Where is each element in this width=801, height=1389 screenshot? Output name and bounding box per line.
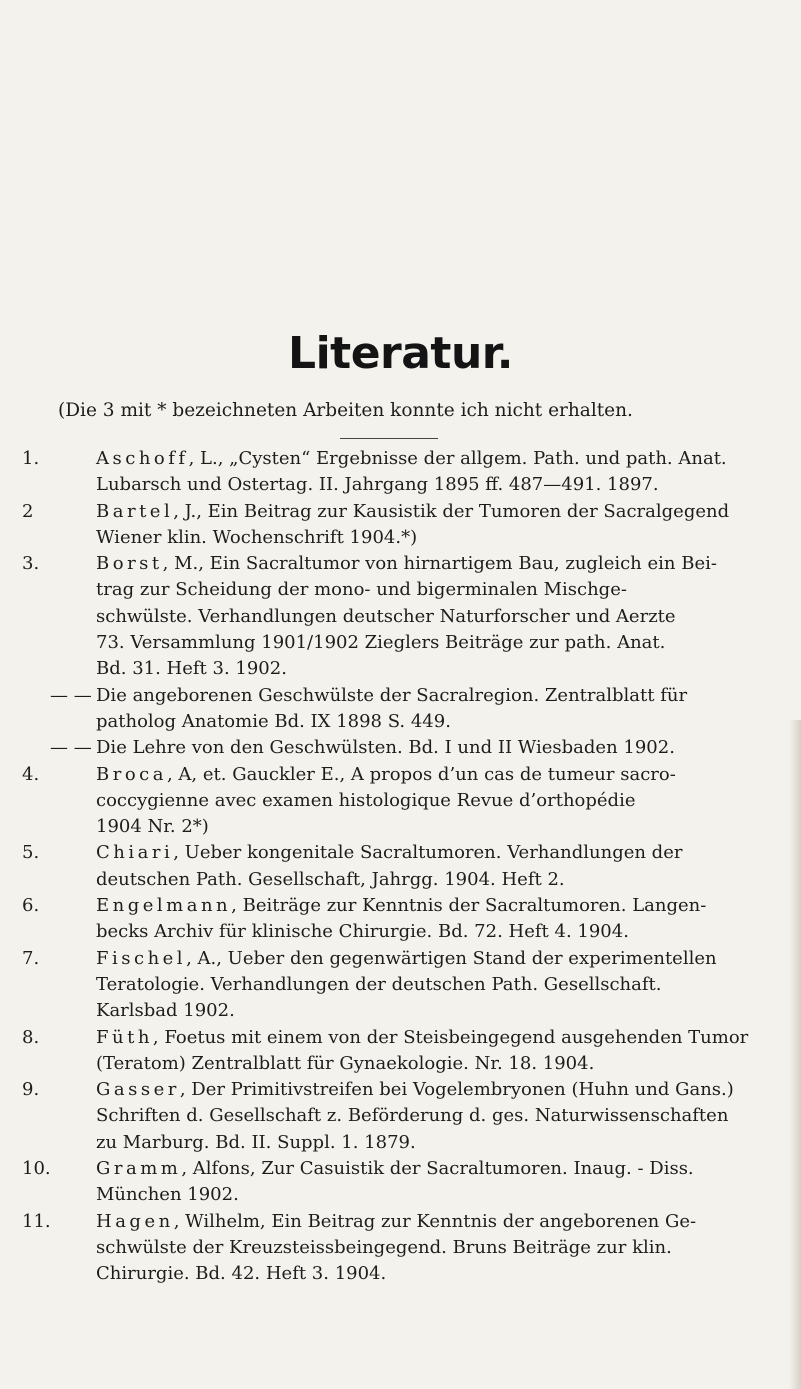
entry-number: — — xyxy=(50,684,92,706)
entry-number: 4. xyxy=(22,763,40,785)
entry-line xyxy=(96,551,752,577)
entry-line: Bd. 31. Heft 3. 1902. xyxy=(96,658,287,680)
entry-text: , Ueber kongenitale Sacraltumoren. Verhandlungen der xyxy=(173,842,683,864)
entry-line: schwülste. Verhandlungen deutscher Naturforscher und Aerzte xyxy=(96,605,676,627)
entry-line xyxy=(96,1077,752,1103)
entry-line: Die angeborenen Geschwülste der Sacralregion. Zentralblatt für xyxy=(96,684,688,706)
entry-line: Karlsbad 1902. xyxy=(96,1000,235,1022)
bibliography-entry xyxy=(0,499,752,552)
entry-line: Wiener klin. Wochenschrift 1904.*) xyxy=(96,526,418,548)
separator-rule xyxy=(340,438,438,439)
entry-line xyxy=(96,1156,752,1182)
entry-author: Broca xyxy=(96,763,167,785)
entry-line: patholog Anatomie Bd. IX 1898 S. 449. xyxy=(96,710,451,732)
bibliography-entry xyxy=(0,840,752,893)
bibliography-entry xyxy=(0,551,752,682)
entry-line: Chirurgie. Bd. 42. Heft 3. 1904. xyxy=(96,1263,387,1285)
entry-line: zu Marburg. Bd. II. Suppl. 1. 1879. xyxy=(96,1131,416,1153)
entry-text: , M., Ein Sacraltumor von hirnartigem Bau, zugleich ein Bei- xyxy=(162,553,717,575)
entry-text: , A., Ueber den gegenwärtigen Stand der experimentellen xyxy=(186,947,717,969)
entry-author: Bartel xyxy=(96,500,174,522)
entry-author: Gramm xyxy=(96,1158,182,1180)
entry-number: 5. xyxy=(22,842,40,864)
entry-line: 73. Versammlung 1901/1902 Zieglers Beiträge zur path. Anat. xyxy=(96,632,666,654)
entry-number: 7. xyxy=(22,947,40,969)
entry-line xyxy=(96,499,752,525)
entry-line: München 1902. xyxy=(96,1184,239,1206)
entry-text: , Wilhelm, Ein Beitrag zur Kenntnis der angeborenen Ge- xyxy=(173,1210,697,1232)
entry-number: 3. xyxy=(22,553,40,575)
entry-line: Schriften d. Gesellschaft z. Beförderung d. ges. Naturwissenschaften xyxy=(96,1105,729,1127)
entry-line: deutschen Path. Gesellschaft, Jahrgg. 1904. Heft 2. xyxy=(96,868,565,890)
entry-author: Chiari xyxy=(96,842,174,864)
bibliography-entry xyxy=(0,1156,752,1209)
entry-text: , A, et. Gauckler E., A propos d’un cas de tumeur sacro- xyxy=(166,763,676,785)
entry-line: Die Lehre von den Geschwülsten. Bd. I und II Wiesbaden 1902. xyxy=(96,737,675,759)
entry-number: 9. xyxy=(22,1079,40,1101)
bibliography-entry xyxy=(0,446,752,499)
entry-line: trag zur Scheidung der mono- und bigerminalen Mischge- xyxy=(96,579,627,601)
entry-author: Fischel xyxy=(96,947,187,969)
entry-author: Gasser xyxy=(96,1079,180,1101)
bibliography-entry xyxy=(0,735,752,761)
entry-text: , J., Ein Beitrag zur Kausistik der Tumoren der Sacralgegend xyxy=(173,500,730,522)
entry-text: , L., „Cysten“ Ergebnisse der allgem. Path. und path. Anat. xyxy=(188,448,727,469)
entry-line xyxy=(96,762,752,788)
entry-author: Aschoff xyxy=(96,448,189,469)
entry-author: Borst xyxy=(96,553,163,575)
bibliography-entry xyxy=(0,893,752,946)
entry-number: 1. xyxy=(22,448,40,469)
bibliography-entry xyxy=(0,946,752,1025)
entry-line: (Teratom) Zentralblatt für Gynaekologie. Nr. 18. 1904. xyxy=(96,1052,595,1074)
bibliography-entry xyxy=(0,683,752,736)
entry-line: becks Archiv für klinische Chirurgie. Bd. 72. Heft 4. 1904. xyxy=(96,921,629,943)
entry-text: , Beiträge zur Kenntnis der Sacraltumoren. Langen- xyxy=(231,895,707,917)
entry-line: coccygienne avec examen histologique Revue d’orthopédie xyxy=(96,789,636,811)
bibliography-entry xyxy=(0,762,752,841)
entry-line: schwülste der Kreuzsteissbeingegend. Bruns Beiträge zur klin. xyxy=(96,1236,672,1258)
entry-number: — — xyxy=(50,737,92,759)
bibliography-entry xyxy=(0,1077,752,1156)
footnote-remark: (Die 3 mit * bezeichneten Arbeiten konnte ich nicht erhalten. xyxy=(58,400,633,421)
entry-author: Hagen xyxy=(96,1210,174,1232)
entry-number: 11. xyxy=(22,1210,51,1232)
entry-number: 2 xyxy=(22,500,34,522)
entry-line: Teratologie. Verhandlungen der deutschen Path. Gesellschaft. xyxy=(96,973,662,995)
entry-text: , Foetus mit einem von der Steisbeingegend ausgehenden Tumor xyxy=(152,1026,749,1048)
bibliography-list xyxy=(0,446,801,1288)
entry-line xyxy=(96,446,752,472)
entry-author: Engelmann xyxy=(96,895,232,917)
entry-line xyxy=(96,1025,752,1051)
entry-number: 6. xyxy=(22,895,40,917)
entry-author: Füth xyxy=(96,1026,153,1048)
entry-line xyxy=(96,893,752,919)
entry-line xyxy=(96,840,752,866)
page-title: Literatur. xyxy=(288,328,513,379)
entry-line xyxy=(96,1209,752,1235)
bibliography-entry xyxy=(0,1025,752,1078)
bibliography-entry xyxy=(0,1209,752,1288)
entry-line: 1904 Nr. 2*) xyxy=(96,816,209,838)
page-edge-shadow xyxy=(789,720,801,1389)
entry-text: , Alfons, Zur Casuistik der Sacraltumoren. Inaug. - Diss. xyxy=(181,1158,694,1180)
entry-number: 8. xyxy=(22,1026,40,1048)
entry-line: Lubarsch und Ostertag. II. Jahrgang 1895 ff. 487—491. 1897. xyxy=(96,474,659,496)
entry-number: 10. xyxy=(22,1158,51,1180)
entry-line xyxy=(96,946,752,972)
entry-text: , Der Primitivstreifen bei Vogelembryonen (Huhn und Gans.) xyxy=(179,1079,734,1101)
